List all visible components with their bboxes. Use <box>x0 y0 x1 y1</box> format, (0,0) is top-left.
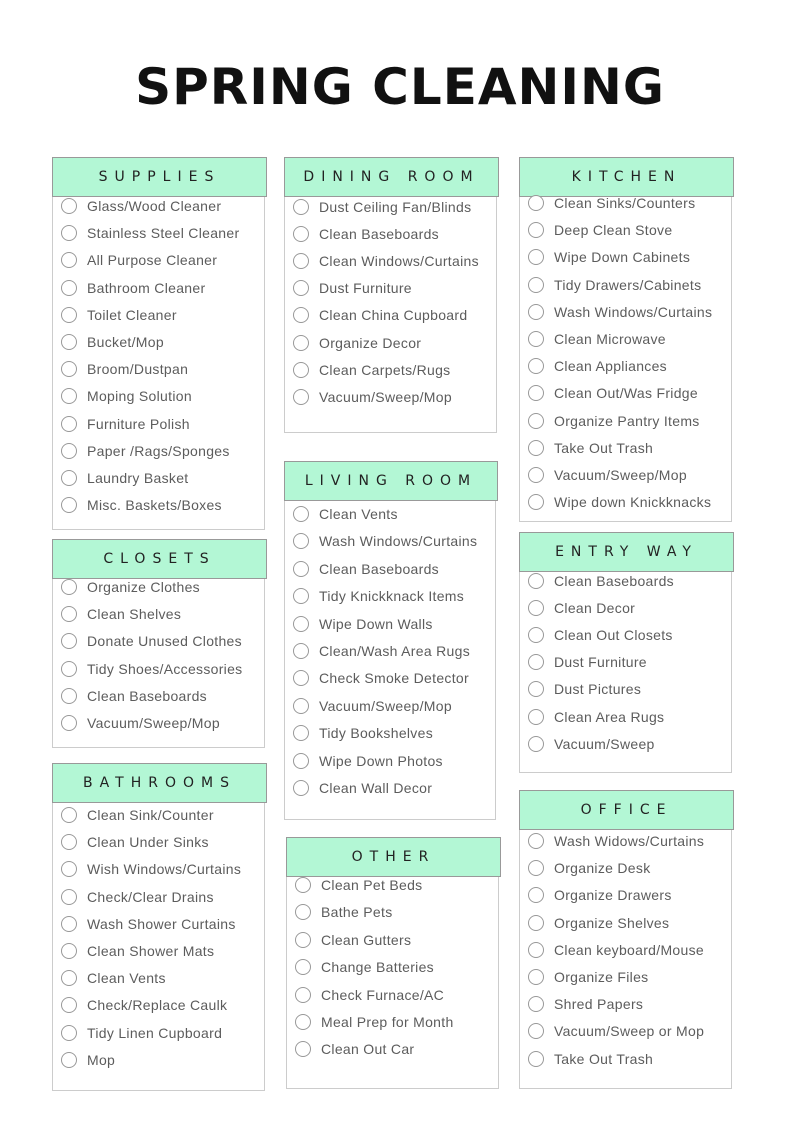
checkbox-circle-icon[interactable] <box>295 877 311 893</box>
checklist-item-label: Dust Ceiling Fan/Blinds <box>319 199 472 215</box>
checklist-item[interactable] <box>293 223 492 245</box>
checkbox-circle-icon[interactable] <box>61 715 77 731</box>
checklist-item[interactable] <box>293 585 491 607</box>
checklist-item[interactable] <box>295 929 494 951</box>
section-office <box>519 790 732 1089</box>
checklist-item-label: Donate Unused Clothes <box>87 633 242 650</box>
checklist-item-label: Clean Shower Mats <box>87 943 215 959</box>
checkbox-circle-icon[interactable] <box>61 416 77 432</box>
section-header-kitchen: KITCHEN <box>519 157 734 197</box>
checklist-item-label: Clean Gutters <box>321 931 412 948</box>
checklist-item[interactable] <box>528 219 727 241</box>
checkbox-circle-icon[interactable] <box>61 688 77 704</box>
checklist-item[interactable] <box>295 901 494 923</box>
checklist-item[interactable] <box>528 857 727 879</box>
checkbox-circle-icon[interactable] <box>61 579 77 595</box>
checklist-item-label: Clean Shelves <box>87 606 182 623</box>
checklist-item[interactable] <box>528 624 727 646</box>
checklist-item-label: Dust Furniture <box>554 654 647 671</box>
checklist-item-label: Vacuum/Sweep/Mop <box>554 467 687 483</box>
checkbox-circle-icon[interactable] <box>61 606 77 622</box>
checkbox-circle-icon[interactable] <box>528 969 544 985</box>
checklist-item[interactable] <box>528 246 727 268</box>
checkbox-circle-icon[interactable] <box>293 533 309 549</box>
checklist-item-label: Check/Clear Drains <box>87 888 214 905</box>
checklist-item[interactable] <box>61 222 260 244</box>
checkbox-circle-icon[interactable] <box>295 1041 311 1057</box>
checklist-item[interactable] <box>61 304 260 326</box>
checklist-item[interactable] <box>293 558 491 580</box>
checklist-item-label: Glass/Wood Cleaner <box>87 198 222 214</box>
checkbox-circle-icon[interactable] <box>61 633 77 649</box>
checklist-item-label: Clean Under Sinks <box>87 834 209 851</box>
section-closets <box>52 539 265 748</box>
checklist-item[interactable] <box>295 1038 494 1060</box>
checkbox-circle-icon[interactable] <box>293 506 309 522</box>
checklist-item[interactable] <box>293 750 491 772</box>
checklist-item-label: Clean Carpets/Rugs <box>319 361 451 378</box>
checklist-item-label: Check Smoke Detector <box>319 670 469 687</box>
checklist-item-label: Vacuum/Sweep/Mop <box>319 388 452 405</box>
checklist-item[interactable] <box>61 440 260 462</box>
section-header-bathrooms: BATHROOMS <box>52 763 267 803</box>
checkbox-circle-icon[interactable] <box>528 331 544 347</box>
checkbox-circle-icon[interactable] <box>293 780 309 796</box>
checklist-item[interactable] <box>528 993 727 1015</box>
checklist-item-label: Wash Windows/Curtains <box>554 303 713 320</box>
checklist-item-label: Wash Windows/Curtains <box>319 533 478 550</box>
checkbox-circle-icon[interactable] <box>295 1014 311 1030</box>
checklist-item-label: Check Furnace/AC <box>321 986 445 1003</box>
checklist-item[interactable] <box>293 386 492 408</box>
checkbox-circle-icon[interactable] <box>528 654 544 670</box>
checklist-item[interactable] <box>528 912 727 934</box>
checklist-item[interactable] <box>293 777 491 799</box>
checklist-item[interactable] <box>61 576 260 598</box>
checkbox-circle-icon[interactable] <box>61 334 77 350</box>
checklist-item-label: Wipe Down Cabinets <box>554 249 691 266</box>
checklist-item-label: Tidy Linen Cupboard <box>87 1024 223 1041</box>
checklist-item-label: Clean Area Rugs <box>554 708 665 725</box>
checkbox-circle-icon[interactable] <box>528 1051 544 1067</box>
checklist-item[interactable] <box>528 491 727 513</box>
checkbox-circle-icon[interactable] <box>528 887 544 903</box>
checklist-item[interactable] <box>61 886 260 908</box>
checklist-item[interactable] <box>293 640 491 662</box>
section-living <box>284 461 496 820</box>
checklist-item-label: Take Out Trash <box>554 1050 654 1067</box>
checkbox-circle-icon[interactable] <box>61 807 77 823</box>
section-header-other: OTHER <box>286 837 501 877</box>
checklist-item[interactable] <box>528 1020 727 1042</box>
checklist-item-label: Shred Papers <box>554 996 644 1013</box>
checkbox-circle-icon[interactable] <box>528 627 544 643</box>
checklist-item-label: Wish Windows/Curtains <box>87 861 242 878</box>
checkbox-circle-icon[interactable] <box>61 997 77 1013</box>
checklist-item-label: Organize Shelves <box>554 914 670 931</box>
checklist-item[interactable] <box>61 195 260 217</box>
checkbox-circle-icon[interactable] <box>528 915 544 931</box>
checklist-item-label: Wipe down Knickknacks <box>554 494 712 511</box>
checklist-item-label: Stainless Steel Cleaner <box>87 225 240 242</box>
checklist-item-label: Clean Windows/Curtains <box>319 253 479 270</box>
checkbox-circle-icon[interactable] <box>528 358 544 374</box>
checklist-item[interactable] <box>293 332 492 354</box>
checkbox-circle-icon[interactable] <box>528 467 544 483</box>
checklist-item[interactable] <box>61 831 260 853</box>
checklist-item-label: Wipe Down Photos <box>319 752 443 769</box>
checklist-item[interactable] <box>528 437 727 459</box>
checkbox-circle-icon[interactable] <box>528 440 544 456</box>
section-header-office: OFFICE <box>519 790 734 830</box>
checklist-item[interactable] <box>295 956 494 978</box>
checklist-item-label: Clean Out Closets <box>554 627 673 644</box>
checklist-item-label: Bathe Pets <box>321 904 393 921</box>
checklist-item-label: Clean Sinks/Counters <box>554 195 696 211</box>
checkbox-circle-icon[interactable] <box>528 195 544 211</box>
checklist-item[interactable] <box>528 274 727 296</box>
checkbox-circle-icon[interactable] <box>61 307 77 323</box>
checklist-item[interactable] <box>528 570 727 592</box>
checkbox-circle-icon[interactable] <box>528 573 544 589</box>
checkbox-circle-icon[interactable] <box>295 904 311 920</box>
checkbox-circle-icon[interactable] <box>528 860 544 876</box>
checklist-item[interactable] <box>293 530 491 552</box>
checklist-item-label: Misc. Baskets/Boxes <box>87 497 222 514</box>
checkbox-circle-icon[interactable] <box>293 199 309 215</box>
checkbox-circle-icon[interactable] <box>293 280 309 296</box>
checkbox-circle-icon[interactable] <box>528 736 544 752</box>
checklist-item-label: Clean Vents <box>87 970 166 987</box>
checklist-item-label: Moping Solution <box>87 388 192 405</box>
checklist-item-label: Check/Replace Caulk <box>87 997 228 1014</box>
checklist-item[interactable] <box>61 804 260 826</box>
checklist-item-label: Clean Decor <box>554 600 636 617</box>
checkbox-circle-icon[interactable] <box>61 861 77 877</box>
checklist-item[interactable] <box>293 503 491 525</box>
checkbox-circle-icon[interactable] <box>528 833 544 849</box>
checkbox-circle-icon[interactable] <box>293 307 309 323</box>
checklist-item-label: Tidy Drawers/Cabinets <box>554 276 702 293</box>
checklist-item[interactable] <box>528 410 727 432</box>
checklist-item[interactable] <box>528 464 727 486</box>
checkbox-circle-icon[interactable] <box>293 725 309 741</box>
checkbox-circle-icon[interactable] <box>61 470 77 486</box>
checkbox-circle-icon[interactable] <box>528 222 544 238</box>
checklist-item[interactable] <box>61 630 260 652</box>
checklist-item[interactable] <box>293 304 492 326</box>
checklist-item-label: Clean Wall Decor <box>319 780 433 796</box>
checklist-item-label: Clean Out/Was Fridge <box>554 385 698 402</box>
section-supplies <box>52 157 265 530</box>
checklist-item-label: Clean keyboard/Mouse <box>554 941 704 958</box>
checklist-item-label: Change Batteries <box>321 959 434 976</box>
checkbox-circle-icon[interactable] <box>528 413 544 429</box>
section-header-entry: ENTRY WAY <box>519 532 734 572</box>
checkbox-circle-icon[interactable] <box>295 932 311 948</box>
checklist-item[interactable] <box>293 250 492 272</box>
checklist-item-label: Clean Microwave <box>554 331 666 347</box>
section-dining <box>284 157 497 433</box>
checkbox-circle-icon[interactable] <box>293 616 309 632</box>
checklist-item[interactable] <box>528 884 727 906</box>
section-bathrooms <box>52 763 265 1091</box>
checklist-item[interactable] <box>293 722 491 744</box>
checklist-item[interactable] <box>293 667 491 689</box>
checklist-item[interactable] <box>61 249 260 271</box>
checkbox-circle-icon[interactable] <box>61 834 77 850</box>
checklist-item[interactable] <box>528 966 727 988</box>
checkbox-circle-icon[interactable] <box>528 942 544 958</box>
checklist-item-label: Take Out Trash <box>554 439 654 456</box>
checkbox-circle-icon[interactable] <box>61 661 77 677</box>
checklist-item-label: Clean Baseboards <box>319 226 439 243</box>
checkbox-circle-icon[interactable] <box>293 226 309 242</box>
checkbox-circle-icon[interactable] <box>293 389 309 405</box>
checklist-item-label: Bucket/Mop <box>87 334 164 350</box>
checklist-item-label: Clean Baseboards <box>319 560 439 577</box>
checkbox-circle-icon[interactable] <box>293 670 309 686</box>
checkbox-circle-icon[interactable] <box>61 1052 77 1068</box>
checklist-item-label: Bathroom Cleaner <box>87 279 206 296</box>
section-kitchen <box>519 157 732 522</box>
checklist-item[interactable] <box>61 994 260 1016</box>
checklist-item-label: Paper /Rags/Sponges <box>87 442 230 459</box>
checkbox-circle-icon[interactable] <box>293 643 309 659</box>
checklist-item[interactable] <box>61 467 260 489</box>
checkbox-circle-icon[interactable] <box>528 996 544 1012</box>
checklist-item[interactable] <box>528 651 727 673</box>
checklist-item[interactable] <box>293 277 492 299</box>
checklist-item-label: Organize Desk <box>554 860 651 877</box>
checklist-item-label: Vacuum/Sweep/Mop <box>319 697 452 714</box>
checkbox-circle-icon[interactable] <box>528 249 544 265</box>
checklist-item-label: Wipe Down Walls <box>319 615 433 632</box>
checkbox-circle-icon[interactable] <box>61 889 77 905</box>
checkbox-circle-icon[interactable] <box>528 304 544 320</box>
checkbox-circle-icon[interactable] <box>293 588 309 604</box>
checkbox-circle-icon[interactable] <box>293 335 309 351</box>
checklist-item-label: Meal Prep for Month <box>321 1014 454 1030</box>
checklist-item[interactable] <box>528 192 727 214</box>
checklist-item-label: Clean China Cupboard <box>319 307 468 324</box>
checkbox-circle-icon[interactable] <box>61 252 77 268</box>
checklist-item-label: Vacuum/Sweep or Mop <box>554 1023 705 1040</box>
checkbox-circle-icon[interactable] <box>61 198 77 214</box>
checklist-item-label: Vacuum/Sweep <box>554 735 655 752</box>
checklist-item-label: Vacuum/Sweep/Mop <box>87 715 220 731</box>
checklist-item-label: Laundry Basket <box>87 470 189 486</box>
checkbox-circle-icon[interactable] <box>528 600 544 616</box>
checklist-item[interactable] <box>295 984 494 1006</box>
checkbox-circle-icon[interactable] <box>61 443 77 459</box>
checkbox-circle-icon[interactable] <box>61 225 77 241</box>
checklist-item[interactable] <box>61 413 260 435</box>
checklist-item[interactable] <box>528 678 727 700</box>
checklist-item-label: Clean Baseboards <box>554 573 674 589</box>
checkbox-circle-icon[interactable] <box>295 987 311 1003</box>
checklist-item-label: Tidy Bookshelves <box>319 725 433 742</box>
checkbox-circle-icon[interactable] <box>295 959 311 975</box>
section-header-living: LIVING ROOM <box>284 461 498 501</box>
checklist-item-label: Clean Out Car <box>321 1041 415 1058</box>
checklist-item-label: Clean Vents <box>319 506 398 522</box>
checklist-item-label: Broom/Dustpan <box>87 361 189 378</box>
checklist-item[interactable] <box>528 706 727 728</box>
checklist-item-label: Mop <box>87 1051 116 1068</box>
checklist-item[interactable] <box>61 940 260 962</box>
checklist-item-label: Organize Drawers <box>554 887 672 904</box>
checkbox-circle-icon[interactable] <box>61 361 77 377</box>
checklist-item-label: Clean/Wash Area Rugs <box>319 643 470 659</box>
checklist-item-label: Organize Pantry Items <box>554 412 700 429</box>
checklist-item[interactable] <box>528 1048 727 1070</box>
page-title: SPRING CLEANING <box>135 58 665 116</box>
checkbox-circle-icon[interactable] <box>528 494 544 510</box>
checkbox-circle-icon[interactable] <box>293 561 309 577</box>
checklist-item[interactable] <box>61 1049 260 1071</box>
checklist-item[interactable] <box>61 494 260 516</box>
checklist-item-label: Furniture Polish <box>87 415 190 432</box>
checklist-item-label: Organize Files <box>554 969 649 985</box>
section-entry <box>519 532 732 773</box>
checklist-item-label: Toilet Cleaner <box>87 306 177 323</box>
checkbox-circle-icon[interactable] <box>61 497 77 513</box>
checklist-item[interactable] <box>61 331 260 353</box>
checklist-item-label: Deep Clean Stove <box>554 222 673 239</box>
section-other <box>286 837 499 1089</box>
checklist-item-label: Clean Baseboards <box>87 687 207 704</box>
checklist-item[interactable] <box>61 358 260 380</box>
checklist-item-label: Clean Appliances <box>554 358 667 375</box>
checkbox-circle-icon[interactable] <box>528 385 544 401</box>
checklist-item-label: Clean Pet Beds <box>321 877 423 893</box>
checklist-item[interactable] <box>528 733 727 755</box>
checklist-item[interactable] <box>295 874 494 896</box>
checklist-item[interactable] <box>528 830 727 852</box>
checklist-item[interactable] <box>295 1011 494 1033</box>
checklist-item-label: Organize Decor <box>319 334 422 351</box>
checkbox-circle-icon[interactable] <box>61 388 77 404</box>
checklist-item[interactable] <box>528 355 727 377</box>
checkbox-circle-icon[interactable] <box>528 709 544 725</box>
checklist-item-label: Organize Clothes <box>87 579 200 595</box>
checklist-item[interactable] <box>61 1022 260 1044</box>
checklist-item[interactable] <box>61 913 260 935</box>
checklist-item[interactable] <box>61 712 260 734</box>
checklist-item-label: Tidy Shoes/Accessories <box>87 660 243 677</box>
checkbox-circle-icon[interactable] <box>61 916 77 932</box>
checkbox-circle-icon[interactable] <box>293 698 309 714</box>
checklist-item[interactable] <box>61 658 260 680</box>
section-header-closets: CLOSETS <box>52 539 267 579</box>
checklist-item[interactable] <box>528 328 727 350</box>
checklist-item[interactable] <box>528 382 727 404</box>
checklist-item[interactable] <box>528 597 727 619</box>
checklist-item[interactable] <box>61 685 260 707</box>
section-header-supplies: SUPPLIES <box>52 157 267 197</box>
checkbox-circle-icon[interactable] <box>528 277 544 293</box>
checklist-item[interactable] <box>293 613 491 635</box>
checklist-item[interactable] <box>61 858 260 880</box>
checklist-item-label: Wash Shower Curtains <box>87 915 236 932</box>
checklist-item[interactable] <box>61 385 260 407</box>
checklist-item-label: Tidy Knickknack Items <box>319 588 465 605</box>
checkbox-circle-icon[interactable] <box>293 753 309 769</box>
checklist-item-label: Clean Sink/Counter <box>87 807 214 823</box>
checklist-item-label: Dust Pictures <box>554 681 642 698</box>
checkbox-circle-icon[interactable] <box>61 1025 77 1041</box>
checklist-item[interactable] <box>528 939 727 961</box>
checklist-item[interactable] <box>61 967 260 989</box>
checklist-item[interactable] <box>528 301 727 323</box>
checkbox-circle-icon[interactable] <box>528 681 544 697</box>
checklist-item-label: All Purpose Cleaner <box>87 252 218 269</box>
checklist-item-label: Wash Widows/Curtains <box>554 833 705 849</box>
checklist-item[interactable] <box>293 359 492 381</box>
checkbox-circle-icon[interactable] <box>293 362 309 378</box>
checklist-item[interactable] <box>293 695 491 717</box>
checkbox-circle-icon[interactable] <box>61 943 77 959</box>
checkbox-circle-icon[interactable] <box>293 253 309 269</box>
section-header-dining: DINING ROOM <box>284 157 499 197</box>
checklist-item[interactable] <box>61 277 260 299</box>
checklist-item-label: Dust Furniture <box>319 280 412 297</box>
checklist-item[interactable] <box>293 196 492 218</box>
checkbox-circle-icon[interactable] <box>61 280 77 296</box>
checkbox-circle-icon[interactable] <box>61 970 77 986</box>
checkbox-circle-icon[interactable] <box>528 1023 544 1039</box>
checklist-item[interactable] <box>61 603 260 625</box>
